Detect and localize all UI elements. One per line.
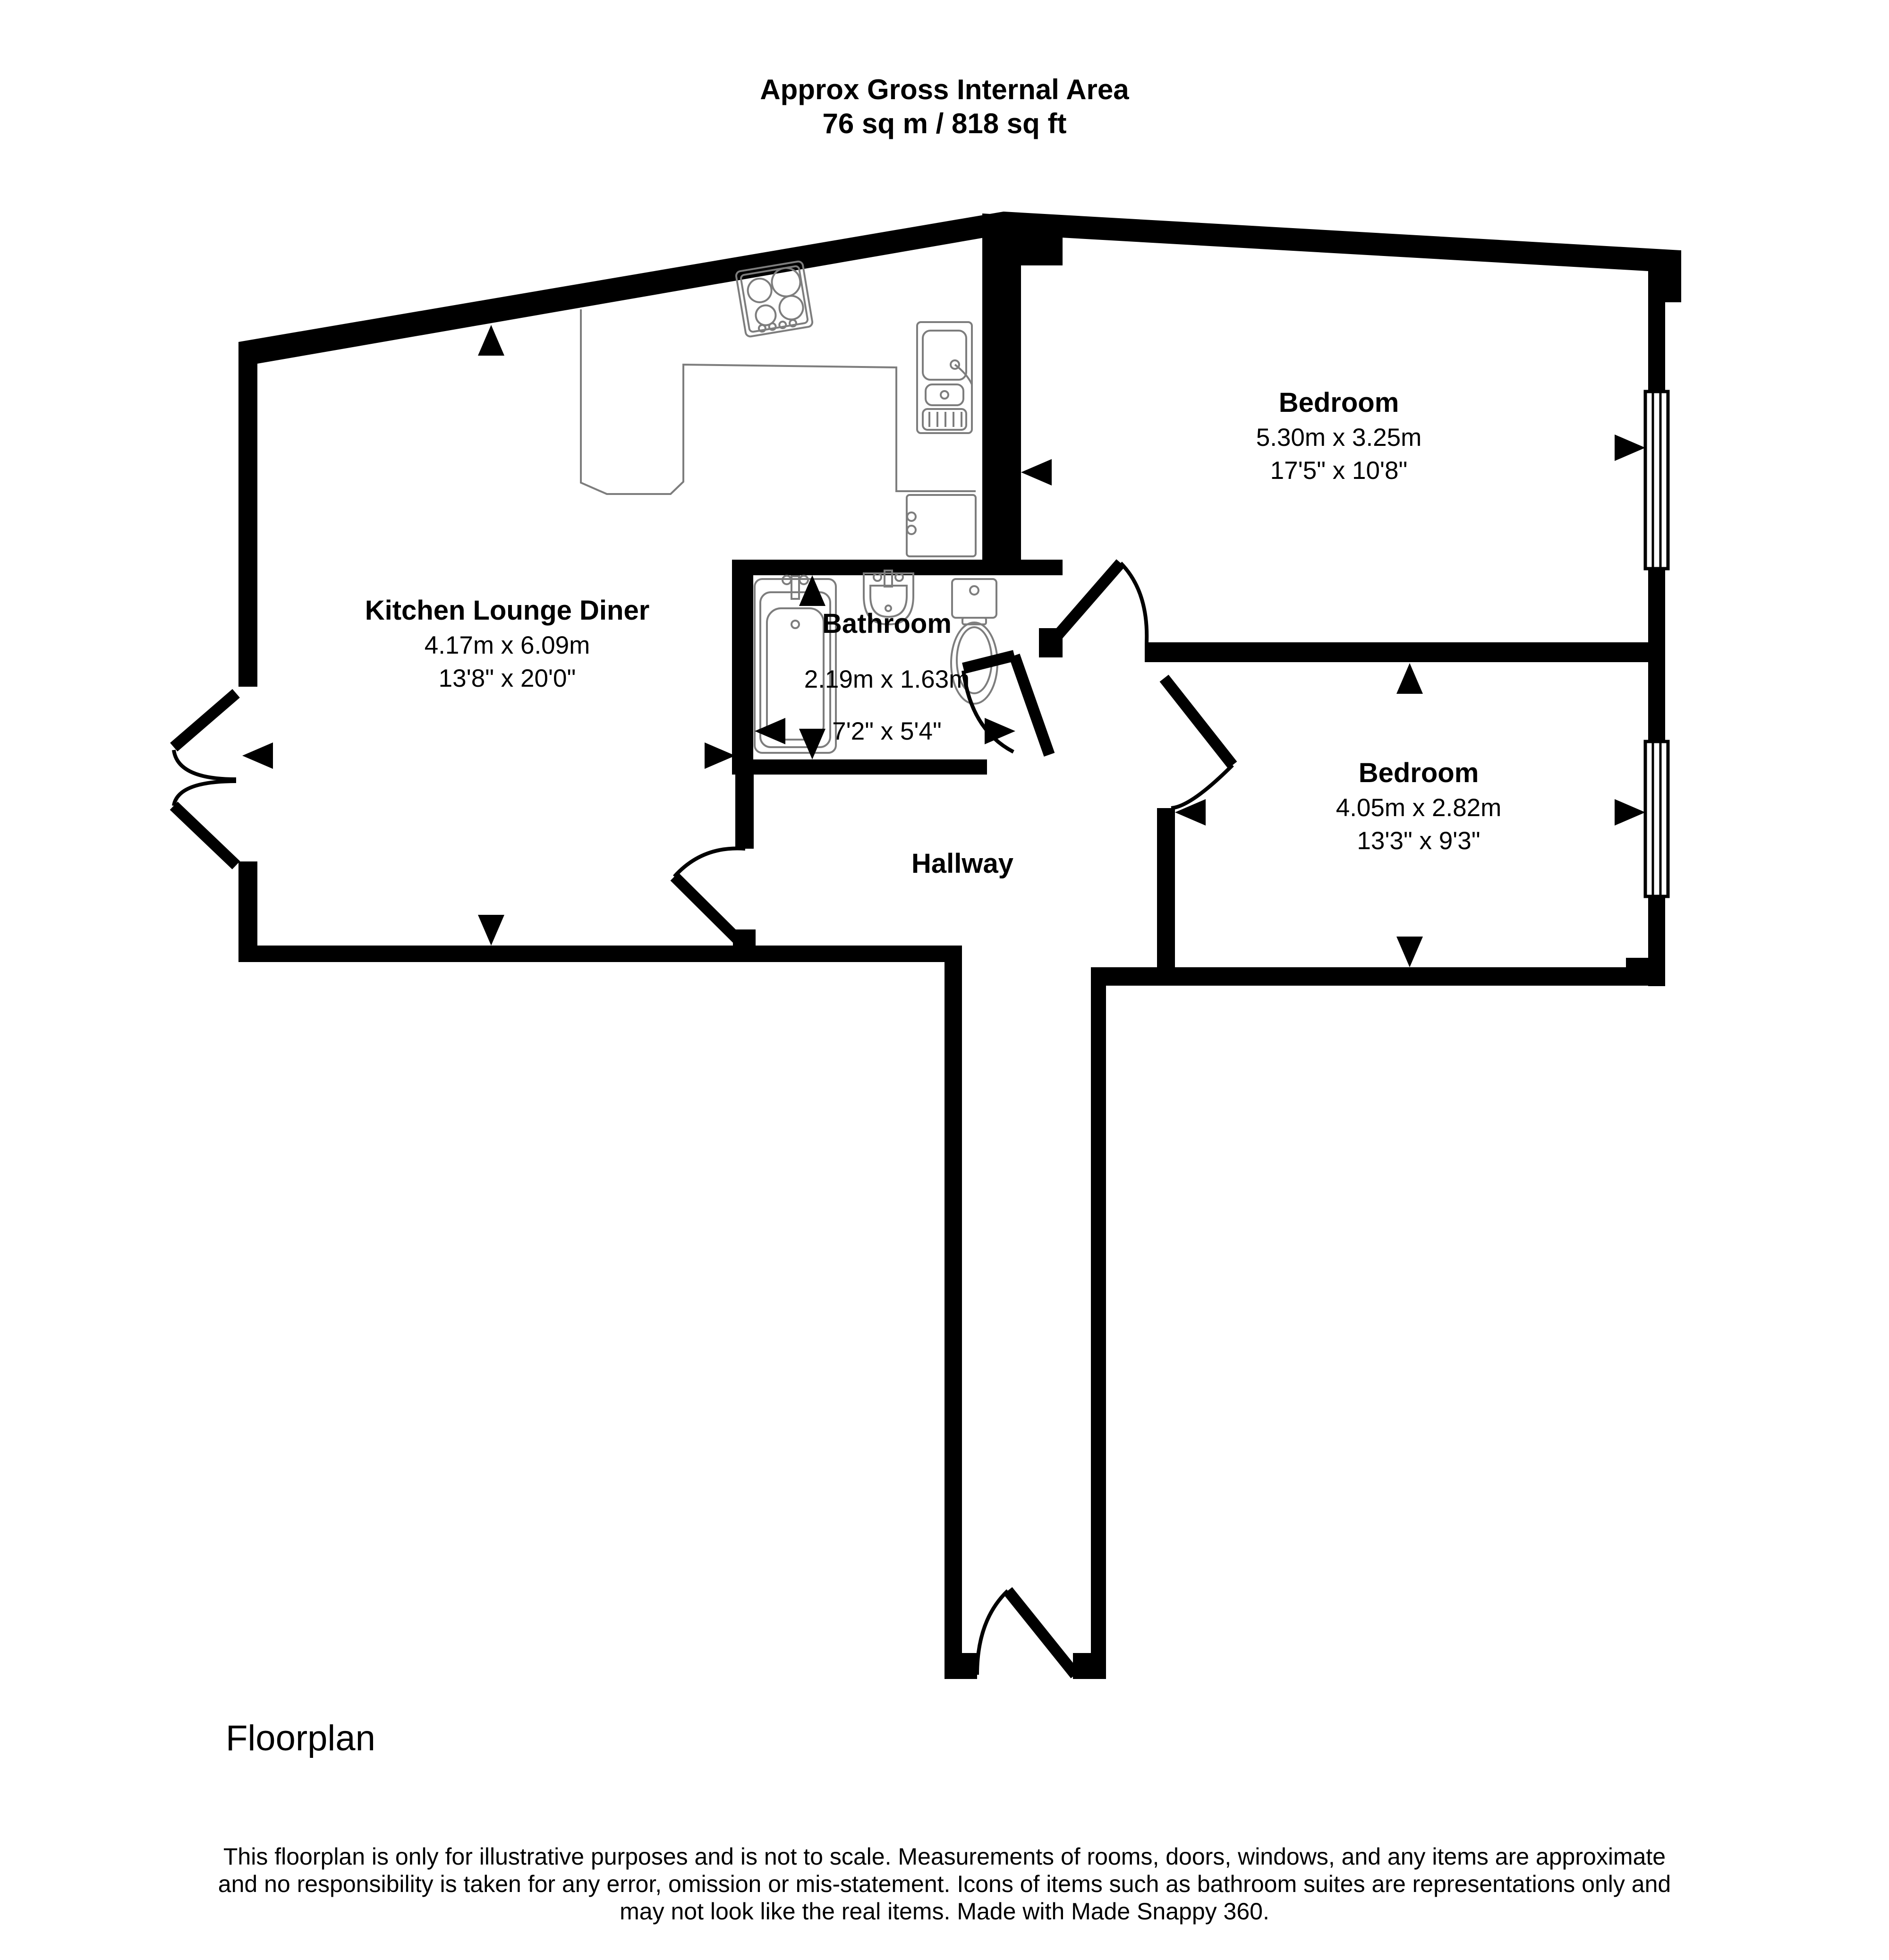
disclaimer-line-1: This floorplan is only for illustrative purposes and is not to scale. Measurements of rooms, doors, windows, and any items are approximate <box>223 1843 1666 1870</box>
bedroom1-label: Bedroom <box>1278 387 1399 418</box>
disclaimer-line-2: and no responsibility is taken for any error, omission or mis-statement. Icons of items such as bathroom suites are representations only and <box>218 1871 1671 1897</box>
wall-kitchen-top <box>238 212 1004 364</box>
floorplan-caption: Floorplan <box>226 1718 375 1758</box>
wall-bedroom1-right-lower <box>1648 569 1665 644</box>
wall-bedrooms-divider <box>1145 642 1665 662</box>
disclaimer-line-3: may not look like the real items. Made with Made Snappy 360. <box>620 1898 1269 1925</box>
gross-area-value: 76 sq m / 818 sq ft <box>822 108 1067 139</box>
disclaimer <box>218 1843 1671 1925</box>
kitchen-dim-imperial: 13'8" x 20'0" <box>438 665 576 692</box>
wall-bathroom-bottom <box>732 759 987 775</box>
hallway-label: Hallway <box>911 848 1013 879</box>
kitchen-arrow-down-icon <box>478 915 504 946</box>
bedroom2-window-icon <box>1645 741 1668 896</box>
kitchen-sink-icon <box>917 322 972 433</box>
bathroom-arrow-right-icon <box>985 718 1015 744</box>
kitchen-label: Kitchen Lounge Diner <box>365 595 650 626</box>
wall-bathroom-left <box>732 575 753 775</box>
exterior-walls <box>238 212 1681 1679</box>
bedroom2-arrow-up-icon <box>1396 663 1423 694</box>
kitchen-dim-metric: 4.17m x 6.09m <box>424 631 590 659</box>
wall-left-upper <box>238 342 257 687</box>
bedroom2-label: Bedroom <box>1358 758 1479 788</box>
wall-bedroom2-right-upper <box>1648 661 1665 742</box>
kitchen-arrow-up-icon <box>478 325 504 356</box>
bathroom-door-icon <box>963 656 1049 755</box>
bedroom2-arrow-right-icon <box>1615 799 1645 826</box>
bathroom-dim-imperial: 7'2" x 5'4" <box>832 717 942 745</box>
wall-hall-left <box>944 959 962 1679</box>
appliance-icon <box>907 495 976 556</box>
kitchen-door-icon <box>674 848 745 944</box>
bedroom2-door-icon <box>1164 678 1233 808</box>
bathroom-dim-metric: 2.19m x 1.63m <box>804 665 970 693</box>
doors <box>174 563 1233 1675</box>
entrance-door-icon <box>977 1591 1075 1675</box>
bathroom-label: Bathroom <box>822 608 952 639</box>
wall-hall-right <box>1091 986 1106 1679</box>
room-labels <box>365 387 1502 879</box>
bedroom2-dim-imperial: 13'3" x 9'3" <box>1357 827 1481 855</box>
bedroom1-window-icon <box>1645 392 1668 569</box>
bedroom1-door-icon <box>1051 563 1147 643</box>
bedroom1-dim-imperial: 17'5" x 10'8" <box>1270 457 1408 485</box>
bathroom-arrow-down-icon <box>799 729 825 759</box>
wall-kitchen-bottom <box>238 946 962 962</box>
wall-entrance-jamb-right <box>1073 1653 1106 1679</box>
bedroom2-arrow-down-icon <box>1396 937 1423 967</box>
french-doors-icon <box>174 693 236 865</box>
wall-kitchen-hall-partition <box>735 765 754 849</box>
wall-bedroom1-right-upper <box>1648 264 1665 393</box>
wall-bedroom1-top <box>1004 212 1681 273</box>
kitchen-fixtures <box>581 261 976 556</box>
bedroom1-arrow-right-icon <box>1615 435 1645 461</box>
bathroom-arrow-left-icon <box>755 718 785 744</box>
bedroom2-dim-metric: 4.05m x 2.82m <box>1336 794 1502 822</box>
kitchen-arrow-left-icon <box>242 742 273 769</box>
wall-bedroom2-left <box>1157 808 1175 986</box>
wall-kitchen-bedroom1-divider <box>982 222 1021 571</box>
wall-bedroom2-bottom <box>1091 967 1665 986</box>
gross-area-title: Approx Gross Internal Area <box>760 74 1129 105</box>
bedroom2-arrow-left-icon <box>1175 799 1206 826</box>
bedroom1-dim-metric: 5.30m x 3.25m <box>1256 424 1422 452</box>
kitchen-arrow-right-icon <box>705 742 735 769</box>
bedroom1-arrow-left-icon <box>1021 459 1052 486</box>
wall-entrance-jamb-left <box>944 1653 977 1679</box>
